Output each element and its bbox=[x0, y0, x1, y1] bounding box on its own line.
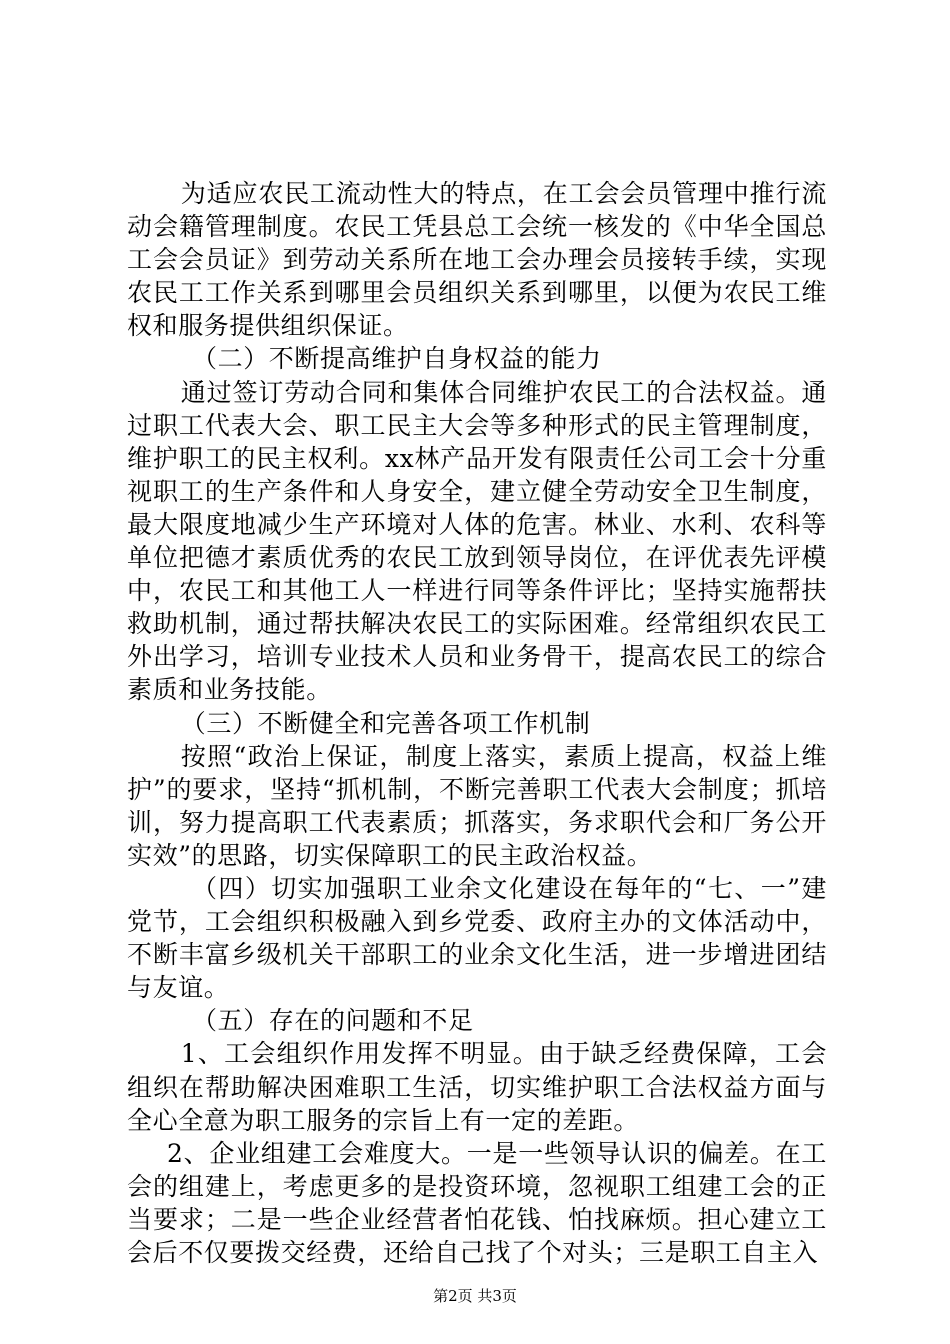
paragraph-problem-1: 1、工会组织作用发挥不明显。由于缺乏经费保障，工会组织在帮助解决困难职工生活，切实维护职工合法权益方面与全心全意为职工服务的宗旨上有一定的差距。 bbox=[127, 1039, 827, 1135]
body-text bbox=[127, 177, 827, 1269]
paragraph-problem-2: 2、企业组建工会难度大。一是一些领导认识的偏差。在工会的组建上，考虑更多的是投资环境，忽视职工组建工会的正当要求；二是一些企业经营者怕花钱、怕找麻烦。担心建立工会后不仅要拨交经费，还给自己找了个对头；三是职工自主入 bbox=[127, 1138, 827, 1267]
heading-section-3: （三）不断健全和完善各项工作机制 bbox=[180, 708, 591, 738]
heading-section-2: （二）不断提高维护自身权益的能力 bbox=[192, 344, 602, 374]
page-number: 第2页 共3页 bbox=[433, 1287, 517, 1305]
paragraph-culture: （四）切实加强职工业余文化建设在每年的“七、一”建党节，工会组织积极融入到乡党委、政府主办的文体活动中，不断丰富乡级机关干部职工的业余文化生活，进一步增进团结与友谊。 bbox=[127, 873, 827, 1003]
paragraph-mechanism: 按照“政治上保证，制度上落实，素质上提高，权益上维护”的要求，坚持“抓机制，不断完善职工代表大会制度；抓培训，努力提高职工代表素质；抓落实，务求职代会和厂务公开实效”的思路，切实保障职工的民主政治权益。 bbox=[127, 741, 827, 870]
paragraph-membership: 为适应农民工流动性大的特点，在工会会员管理中推行流动会籍管理制度。农民工凭县总工会统一核发的《中华全国总工会会员证》到劳动关系所在地工会办理会员接转手续，实现农民工工作关系到哪里会员组织关系到哪里，以便为农民工维权和服务提供组织保证。 bbox=[127, 179, 827, 341]
heading-section-5: （五）存在的问题和不足 bbox=[192, 1006, 474, 1036]
paragraph-rights: 通过签订劳动合同和集体合同维护农民工的合法权益。通过职工代表大会、职工民主大会等多种形式的民主管理制度，维护职工的民主权利。xx林产品开发有限责任公司工会十分重视职工的生产条件和人身安全，建立健全劳动安全卫生制度，最大限度地减少生产环境对人体的危害。林业、水利、农科等单位把德才素质优秀的农民工放到领导岗位，在评优表先评模中，农民工和其他工人一样进行同等条件评比；坚持实施帮扶救助机制，通过帮扶解决农民工的实际困难。经常组织农民工外出学习，培训专业技术人员和业务骨干，提高农民工的综合素质和业务技能。 bbox=[127, 377, 827, 705]
